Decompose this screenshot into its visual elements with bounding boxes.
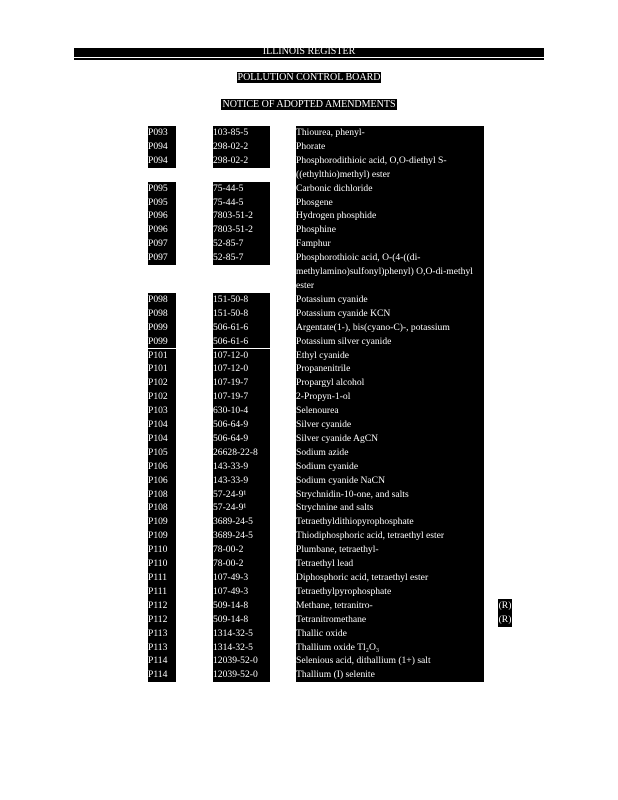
header-rule-thin bbox=[74, 58, 544, 60]
cas-number: 75-44-5 bbox=[213, 196, 270, 210]
hazardous-waste-code: P110 bbox=[148, 543, 176, 557]
cas-number: 506-61-6 bbox=[213, 321, 270, 335]
cas-number: 52-85-7 bbox=[213, 237, 270, 251]
substance-name: Diphosphoric acid, tetraethyl ester bbox=[296, 571, 484, 585]
table-row bbox=[148, 362, 528, 376]
cas-number: 52-85-7 bbox=[213, 251, 270, 265]
cas-number: 506-64-9 bbox=[213, 432, 270, 446]
table-row bbox=[148, 599, 528, 613]
register-title: ILLINOIS REGISTER bbox=[262, 46, 356, 57]
hazardous-waste-code: P094 bbox=[148, 140, 176, 154]
hazardous-waste-code: P101 bbox=[148, 362, 176, 376]
cas-number: 151-50-8 bbox=[213, 307, 270, 321]
substance-name: Methane, tetranitro- bbox=[296, 599, 484, 613]
cas-number: 57-24-9¹ bbox=[213, 501, 270, 515]
table-row bbox=[148, 654, 528, 668]
substance-name: Tetraethyldithiopyrophosphate bbox=[296, 515, 484, 529]
hazardous-waste-code: P104 bbox=[148, 432, 176, 446]
table-row bbox=[148, 126, 528, 140]
hazardous-waste-code: P106 bbox=[148, 474, 176, 488]
substance-name: Carbonic dichloride bbox=[296, 182, 484, 196]
cas-number: 630-10-4 bbox=[213, 404, 270, 418]
cas-number: 3689-24-5 bbox=[213, 515, 270, 529]
hazardous-waste-code: P099 bbox=[148, 335, 176, 349]
hazardous-waste-code: P108 bbox=[148, 488, 176, 502]
substance-name: Strychnidin-10-one, and salts bbox=[296, 488, 484, 502]
substance-name: Sodium cyanide NaCN bbox=[296, 474, 484, 488]
table-row bbox=[148, 182, 528, 196]
cas-number: 107-19-7 bbox=[213, 390, 270, 404]
table-row bbox=[148, 140, 528, 154]
table-row bbox=[148, 641, 528, 655]
table-row bbox=[148, 432, 528, 446]
substance-name: Tetranitromethane bbox=[296, 613, 484, 627]
hazardous-waste-code: P102 bbox=[148, 376, 176, 390]
table-row bbox=[148, 390, 528, 404]
table-row bbox=[148, 251, 528, 293]
cas-number: 78-00-2 bbox=[213, 543, 270, 557]
table-row bbox=[148, 501, 528, 515]
hazardous-waste-code: P098 bbox=[148, 293, 176, 307]
substance-name: Silver cyanide bbox=[296, 418, 484, 432]
substance-name: Sodium cyanide bbox=[296, 460, 484, 474]
cas-number: 1314-32-5 bbox=[213, 627, 270, 641]
hazardous-waste-code: P103 bbox=[148, 404, 176, 418]
cas-number: 107-12-0 bbox=[213, 349, 270, 363]
table-row bbox=[148, 529, 528, 543]
substance-name: Hydrogen phosphide bbox=[296, 209, 484, 223]
cas-number: 7803-51-2 bbox=[213, 209, 270, 223]
hazardous-waste-code: P096 bbox=[148, 209, 176, 223]
substance-name: Thallium oxide Tl₂O₃ bbox=[296, 641, 484, 655]
table-row bbox=[148, 474, 528, 488]
cas-number: 143-33-9 bbox=[213, 474, 270, 488]
table-row bbox=[148, 335, 528, 349]
cas-number: 3689-24-5 bbox=[213, 529, 270, 543]
cas-number: 75-44-5 bbox=[213, 182, 270, 196]
substance-name: Selenious acid, dithallium (1+) salt bbox=[296, 654, 484, 668]
table-row bbox=[148, 613, 528, 627]
cas-number: 506-61-6 bbox=[213, 335, 270, 349]
substance-name: Thiodiphosphoric acid, tetraethyl ester bbox=[296, 529, 484, 543]
hazardous-waste-code: P111 bbox=[148, 585, 176, 599]
substance-name: Propanenitrile bbox=[296, 362, 484, 376]
cas-number: 12039-52-0 bbox=[213, 654, 270, 668]
table-row bbox=[148, 627, 528, 641]
hazardous-waste-code: P094 bbox=[148, 154, 176, 168]
substance-name: Thallic oxide bbox=[296, 627, 484, 641]
substance-name: Argentate(1-), bis(cyano-C)-, potassium bbox=[296, 321, 484, 335]
agency-heading bbox=[74, 72, 544, 84]
cas-number: 57-24-9¹ bbox=[213, 488, 270, 502]
substance-name: Plumbane, tetraethyl- bbox=[296, 543, 484, 557]
substance-name: Strychnine and salts bbox=[296, 501, 484, 515]
hazard-flag: (R) bbox=[498, 599, 512, 611]
hazardous-waste-code: P097 bbox=[148, 237, 176, 251]
hazardous-waste-code: P114 bbox=[148, 668, 176, 682]
table-row bbox=[148, 209, 528, 223]
hazardous-waste-code: P101 bbox=[148, 349, 176, 363]
table-row bbox=[148, 515, 528, 529]
hazardous-waste-code: P097 bbox=[148, 251, 176, 265]
cas-number: 12039-52-0 bbox=[213, 668, 270, 682]
notice-heading bbox=[74, 99, 544, 111]
table-row bbox=[148, 307, 528, 321]
cas-number: 143-33-9 bbox=[213, 460, 270, 474]
table-row bbox=[148, 223, 528, 237]
hazardous-waste-code: P113 bbox=[148, 641, 176, 655]
substance-name: Selenourea bbox=[296, 404, 484, 418]
table-row bbox=[148, 460, 528, 474]
substance-name: Potassium silver cyanide bbox=[296, 335, 484, 349]
cas-number: 1314-32-5 bbox=[213, 641, 270, 655]
cas-number: 151-50-8 bbox=[213, 293, 270, 307]
cas-number: 298-02-2 bbox=[213, 140, 270, 154]
cas-number: 107-19-7 bbox=[213, 376, 270, 390]
hazardous-waste-code: P112 bbox=[148, 599, 176, 613]
substance-name: Tetraethylpyrophosphate bbox=[296, 585, 484, 599]
substance-name: Sodium azide bbox=[296, 446, 484, 460]
hazardous-waste-code: P109 bbox=[148, 515, 176, 529]
hazardous-waste-code: P095 bbox=[148, 182, 176, 196]
agency-heading-text: POLLUTION CONTROL BOARD bbox=[237, 72, 381, 83]
cas-number: 107-12-0 bbox=[213, 362, 270, 376]
substance-name: Propargyl alcohol bbox=[296, 376, 484, 390]
hazardous-waste-code: P114 bbox=[148, 654, 176, 668]
hazardous-waste-code: P113 bbox=[148, 627, 176, 641]
substance-name: Potassium cyanide bbox=[296, 293, 484, 307]
table-row bbox=[148, 237, 528, 251]
substance-name: Famphur bbox=[296, 237, 484, 251]
table-row bbox=[148, 557, 528, 571]
substance-name: Phosphorodithioic acid, O,O-diethyl S-((ethylthio)methyl) ester bbox=[296, 154, 484, 182]
substance-name: Thiourea, phenyl- bbox=[296, 126, 484, 140]
hazardous-waste-code: P109 bbox=[148, 529, 176, 543]
cas-number: 107-49-3 bbox=[213, 571, 270, 585]
table-row bbox=[148, 404, 528, 418]
cas-number: 7803-51-2 bbox=[213, 223, 270, 237]
hazardous-waste-code: P111 bbox=[148, 571, 176, 585]
substance-name: Ethyl cyanide bbox=[296, 349, 484, 363]
table-row bbox=[148, 349, 528, 363]
cas-number: 509-14-8 bbox=[213, 613, 270, 627]
hazardous-waste-code: P099 bbox=[148, 321, 176, 335]
cas-number: 509-14-8 bbox=[213, 599, 270, 613]
table-row bbox=[148, 585, 528, 599]
substance-name: Phosgene bbox=[296, 196, 484, 210]
table-row bbox=[148, 571, 528, 585]
hazardous-waste-code: P093 bbox=[148, 126, 176, 140]
table-row bbox=[148, 321, 528, 335]
hazardous-waste-code: P108 bbox=[148, 501, 176, 515]
table-row bbox=[148, 543, 528, 557]
substance-name: Phosphine bbox=[296, 223, 484, 237]
substance-name: 2-Propyn-1-ol bbox=[296, 390, 484, 404]
hazardous-waste-code: P112 bbox=[148, 613, 176, 627]
substance-name: Silver cyanide AgCN bbox=[296, 432, 484, 446]
cas-number: 78-00-2 bbox=[213, 557, 270, 571]
hazardous-waste-code: P095 bbox=[148, 196, 176, 210]
hazardous-waste-code: P096 bbox=[148, 223, 176, 237]
hazard-flag: (R) bbox=[498, 613, 512, 625]
substance-name: Phorate bbox=[296, 140, 484, 154]
hazardous-waste-code: P105 bbox=[148, 446, 176, 460]
hazardous-waste-code: P102 bbox=[148, 390, 176, 404]
table-row bbox=[148, 376, 528, 390]
notice-heading-text: NOTICE OF ADOPTED AMENDMENTS bbox=[222, 99, 396, 110]
cas-number: 103-85-5 bbox=[213, 126, 270, 140]
hazardous-waste-code: P110 bbox=[148, 557, 176, 571]
table-row bbox=[148, 668, 528, 682]
cas-number: 298-02-2 bbox=[213, 154, 270, 168]
table-row bbox=[148, 196, 528, 210]
hazardous-waste-code: P098 bbox=[148, 307, 176, 321]
cas-number: 107-49-3 bbox=[213, 585, 270, 599]
hazardous-waste-code: P104 bbox=[148, 418, 176, 432]
hazardous-waste-table bbox=[148, 126, 528, 682]
substance-name: Phosphorothioic acid, O-(4-((di-methylamino)sulfonyl)phenyl) O,O-di-methyl ester bbox=[296, 251, 484, 293]
table-row bbox=[148, 446, 528, 460]
substance-name: Thallium (I) selenite bbox=[296, 668, 484, 682]
table-row bbox=[148, 418, 528, 432]
hazardous-waste-code: P106 bbox=[148, 460, 176, 474]
table-row bbox=[148, 488, 528, 502]
cas-number: 26628-22-8 bbox=[213, 446, 270, 460]
cas-number: 506-64-9 bbox=[213, 418, 270, 432]
substance-name: Tetraethyl lead bbox=[296, 557, 484, 571]
substance-name: Potassium cyanide KCN bbox=[296, 307, 484, 321]
table-row bbox=[148, 293, 528, 307]
table-row bbox=[148, 154, 528, 182]
